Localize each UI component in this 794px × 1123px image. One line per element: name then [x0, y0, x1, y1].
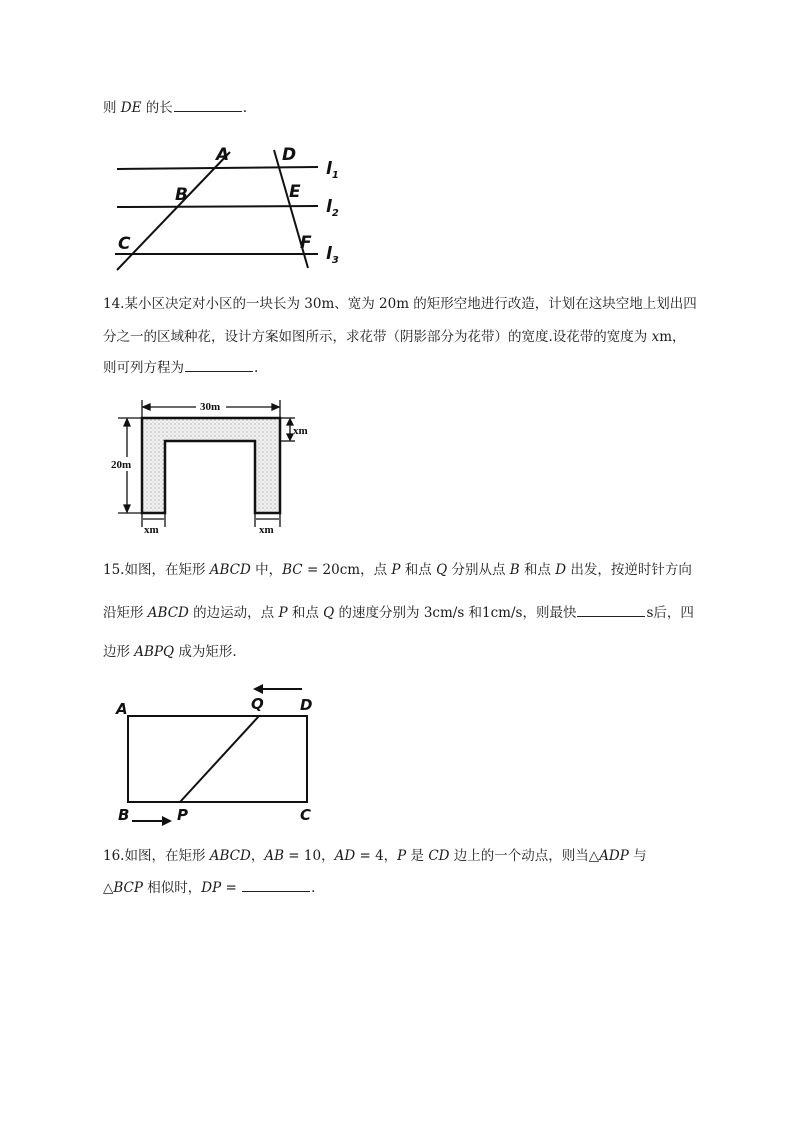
- q14-line-3: 则可列方程为 .: [103, 360, 259, 376]
- label-height: 20m: [111, 459, 132, 471]
- answer-blank[interactable]: [174, 98, 242, 112]
- q13-prefix: 则: [103, 100, 121, 116]
- q13-suffix: 的长: [141, 100, 173, 116]
- label-point-c: C: [300, 806, 312, 824]
- figure-flower-band: [110, 395, 325, 535]
- label-point-d: D: [300, 696, 313, 714]
- label-band-right: xm: [259, 524, 274, 536]
- answer-blank[interactable]: [185, 358, 253, 372]
- label-point-e: E: [289, 182, 301, 202]
- q14-line-2: 分之一的区域种花，设计方案如图所示，求花带（阴影部分为花带）的宽度.设花带的宽度为 xm，: [103, 329, 686, 345]
- q15-line-2: 沿矩形 ABCD 的边运动，点 P 和点 Q 的速度分别为 3cm/s 和1cm/s，则最快 s后，四: [103, 605, 694, 621]
- figure-moving-points: [110, 680, 350, 828]
- figure-parallel-lines: [100, 140, 360, 275]
- label-point-a: A: [216, 145, 230, 165]
- label-point-b: B: [175, 185, 188, 205]
- label-point-q: Q: [251, 695, 264, 713]
- q13-var: DE: [120, 100, 142, 116]
- q16-line-2: △BCP 相似时，DP = .: [103, 880, 316, 896]
- answer-blank[interactable]: [577, 603, 645, 617]
- label-width: 30m: [200, 401, 221, 413]
- q15-line-1: 15.如图，在矩形 ABCD 中，BC = 20cm，点 P 和点 Q 分别从点 B 和点 D 出发，按逆时针方向: [103, 562, 692, 578]
- label-line-l2: $l_2$: [326, 197, 339, 219]
- label-line-l3: $l_3$: [326, 244, 339, 266]
- label-point-a: A: [116, 700, 128, 718]
- q15-line-3: 边形 ABPQ 成为矩形.: [103, 644, 237, 660]
- label-point-d: D: [282, 145, 297, 165]
- q13-end: .: [242, 100, 248, 116]
- label-band-left: xm: [144, 524, 159, 536]
- label-point-p: P: [177, 806, 188, 824]
- q13-line: [103, 98, 247, 118]
- label-point-b: B: [118, 806, 130, 824]
- answer-blank[interactable]: [242, 878, 310, 892]
- q14-line-1: 14.某小区决定对小区的一块长为 30m、宽为 20m 的矩形空地进行改造，计划在这块空地上划出四: [103, 296, 697, 312]
- label-point-f: F: [300, 233, 312, 253]
- label-point-c: C: [118, 234, 131, 254]
- label-line-l1: $l_1$: [326, 159, 339, 181]
- q16-line-1: 16.如图，在矩形 ABCD，AB = 10，AD = 4，P 是 CD 边上的一个动点，则当△ADP 与: [103, 848, 647, 864]
- label-band-top: xm: [293, 425, 308, 437]
